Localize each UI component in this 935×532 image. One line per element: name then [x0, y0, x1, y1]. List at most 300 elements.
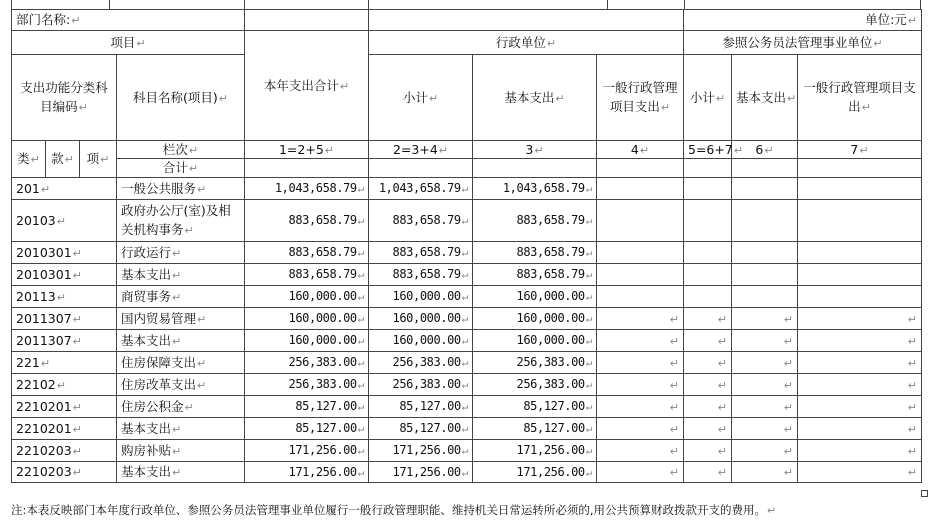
- unit-label: 单位:元↵: [684, 10, 922, 31]
- admin-general-cell: [597, 396, 684, 418]
- paragraph-mark: ↵: [585, 422, 592, 435]
- annual-total-cell-text: 160,000.00: [288, 333, 357, 347]
- admin-subtotal-cell: [369, 330, 473, 352]
- annual-total-cell-text: 883,658.79: [288, 213, 357, 227]
- subject-name-cell-text: 商贸事务: [121, 288, 172, 304]
- ref-general-cell: [798, 330, 922, 352]
- ref-basic-cell: [732, 178, 798, 200]
- paragraph-mark: ↵: [717, 378, 727, 392]
- paragraph-mark: ↵: [72, 312, 82, 326]
- admin-general-cell: [597, 200, 684, 242]
- paragraph-mark: ↵: [907, 334, 917, 348]
- annual-total-cell: [245, 374, 369, 396]
- admin-subtotal-cell: [369, 374, 473, 396]
- paragraph-mark: ↵: [669, 356, 679, 370]
- ref-general-cell: [798, 242, 922, 264]
- subject-name-cell: [117, 286, 245, 308]
- paragraph-mark: ↵: [585, 268, 592, 281]
- strip-line: [368, 0, 369, 9]
- paragraph-mark: ↵: [585, 356, 592, 369]
- ref-basic-cell: [732, 418, 798, 440]
- admin-basic-cell: [473, 418, 597, 440]
- admin-subtotal-cell-text: 171,256.00: [392, 464, 461, 479]
- subject-name-cell-text: 基本支出: [121, 266, 172, 282]
- admin-subtotal-cell: [369, 264, 473, 286]
- admin-subtotal-cell-text: 1,043,658.79: [378, 181, 461, 195]
- title-blank: [369, 10, 684, 31]
- paragraph-mark: ↵: [907, 312, 917, 326]
- admin-basic-cell-text: 256,383.00: [516, 377, 585, 391]
- paragraph-mark: ↵: [72, 268, 82, 282]
- admin-basic-cell: [473, 440, 597, 462]
- table-row: [12, 178, 922, 200]
- func-class-code-header: 支出功能分类科目编码↵: [12, 55, 117, 141]
- subject-name-cell: [117, 308, 245, 330]
- paragraph-mark: ↵: [357, 444, 364, 457]
- admin-general-cell: [597, 242, 684, 264]
- table-row: [12, 330, 922, 352]
- paragraph-mark: ↵: [357, 246, 364, 259]
- ref-general-cell: [798, 396, 922, 418]
- admin-subtotal-header: 小计↵: [369, 55, 473, 141]
- empty-cell: [473, 159, 597, 178]
- strip-line: [244, 0, 245, 9]
- paragraph-mark: ↵: [907, 422, 917, 436]
- paragraph-mark: ↵: [717, 334, 727, 348]
- ref-subtotal-cell: [684, 440, 732, 462]
- subject-name-cell: [117, 374, 245, 396]
- code-cell-text: 2210201: [16, 398, 72, 414]
- paragraph-mark: ↵: [783, 334, 793, 348]
- paragraph-mark: ↵: [357, 356, 364, 369]
- admin-subtotal-cell: [369, 308, 473, 330]
- admin-basic-cell-text: 171,256.00: [516, 464, 585, 479]
- paragraph-mark: ↵: [172, 466, 182, 479]
- lanci-value: 1=2+5↵: [245, 141, 369, 159]
- empty-cell: [245, 159, 369, 178]
- paragraph-mark: ↵: [172, 422, 182, 436]
- table-row: [12, 308, 922, 330]
- annual-total-cell: [245, 352, 369, 374]
- admin-subtotal-cell: [369, 200, 473, 242]
- annual-total-cell: [245, 264, 369, 286]
- annual-total-cell-text: 256,383.00: [288, 355, 357, 369]
- paragraph-mark: ↵: [585, 465, 592, 479]
- admin-general-cell: [597, 286, 684, 308]
- ref-general-cell: [798, 308, 922, 330]
- paragraph-mark: ↵: [357, 268, 364, 281]
- admin-basic-cell: [473, 374, 597, 396]
- strip-line: [607, 0, 608, 9]
- code-cell-text: 221: [16, 354, 40, 370]
- paragraph-mark: ↵: [585, 444, 592, 457]
- ref-basic-cell: [732, 330, 798, 352]
- ref-subtotal-cell: [684, 396, 732, 418]
- code-cell: [12, 178, 117, 200]
- admin-subtotal-cell-text: 256,383.00: [392, 355, 461, 369]
- admin-subtotal-cell-text: 171,256.00: [392, 443, 461, 457]
- paragraph-mark: ↵: [72, 444, 82, 458]
- paragraph-mark: ↵: [783, 422, 793, 436]
- dept-name-label: 部门名称:↵: [12, 10, 245, 31]
- ref-subtotal-cell: [684, 330, 732, 352]
- subject-name-cell-text: 住房公积金: [121, 398, 184, 414]
- paragraph-mark: ↵: [72, 400, 82, 414]
- subject-name-cell-text: 基本支出: [121, 464, 172, 479]
- paragraph-mark: ↵: [669, 312, 679, 326]
- empty-cell: [732, 159, 798, 178]
- paragraph-mark: ↵: [461, 334, 468, 347]
- paragraph-mark: ↵: [357, 422, 364, 435]
- paragraph-mark: ↵: [669, 422, 679, 436]
- paragraph-mark: ↵: [585, 400, 592, 413]
- annual-total-header: 本年支出合计↵: [245, 31, 369, 141]
- admin-subtotal-cell: [369, 418, 473, 440]
- paragraph-mark: ↵: [585, 182, 592, 195]
- paragraph-mark: ↵: [461, 400, 468, 413]
- paragraph-mark: ↵: [907, 444, 917, 458]
- admin-subtotal-cell-text: 160,000.00: [392, 311, 461, 325]
- code-cell: [12, 374, 117, 396]
- admin-subtotal-cell-text: 160,000.00: [392, 289, 461, 303]
- annual-total-cell-text: 171,256.00: [288, 443, 357, 457]
- paragraph-mark: ↵: [72, 246, 82, 260]
- subject-name-cell: [117, 396, 245, 418]
- ref-subtotal-cell: [684, 418, 732, 440]
- empty-cell: [798, 159, 922, 178]
- admin-basic-cell: [473, 330, 597, 352]
- admin-basic-cell-text: 160,000.00: [516, 289, 585, 303]
- admin-basic-header: 基本支出↵: [473, 55, 597, 141]
- subject-name-cell-text: 购房补贴: [121, 442, 172, 458]
- heji-label: 合计↵: [117, 159, 245, 178]
- strip-line: [109, 0, 110, 9]
- code-cell-text: 20103: [16, 212, 56, 228]
- annual-total-cell-text: 1,043,658.79: [274, 181, 357, 195]
- empty-cell: [597, 159, 684, 178]
- paragraph-mark: ↵: [184, 400, 194, 414]
- subject-name-cell: [117, 440, 245, 462]
- table-row: [12, 200, 922, 242]
- paragraph-mark: ↵: [172, 334, 182, 348]
- ref-general-cell: [798, 264, 922, 286]
- subject-name-cell-text: 行政运行: [121, 244, 172, 260]
- paragraph-mark: ↵: [783, 466, 793, 479]
- code-cell-text: 201: [16, 180, 40, 196]
- admin-basic-cell-text: 883,658.79: [516, 267, 585, 281]
- group-header-row: [12, 31, 922, 55]
- paragraph-mark: ↵: [783, 378, 793, 392]
- paragraph-mark: ↵: [585, 246, 592, 259]
- annual-total-cell: [245, 308, 369, 330]
- admin-basic-cell: [473, 462, 597, 483]
- admin-basic-cell: [473, 200, 597, 242]
- strip-line: [684, 0, 685, 9]
- admin-basic-cell: [473, 242, 597, 264]
- paragraph-mark: ↵: [907, 356, 917, 370]
- ref-basic-cell: [732, 286, 798, 308]
- ref-basic-cell: [732, 242, 798, 264]
- annual-total-cell: [245, 396, 369, 418]
- admin-subtotal-cell: [369, 462, 473, 483]
- admin-general-cell: [597, 418, 684, 440]
- annual-total-cell: [245, 242, 369, 264]
- code-cell-text: 2010301: [16, 266, 72, 282]
- admin-basic-cell: [473, 286, 597, 308]
- subject-name-cell: [117, 462, 245, 483]
- subject-name-cell: [117, 178, 245, 200]
- data-rows: [12, 178, 922, 483]
- admin-general-cell: [597, 264, 684, 286]
- admin-subtotal-cell-text: 85,127.00: [399, 421, 461, 435]
- project-header: 项目↵: [12, 31, 245, 55]
- ref-basic-cell: [732, 396, 798, 418]
- code-cell: [12, 308, 117, 330]
- paragraph-mark: ↵: [461, 182, 468, 195]
- ref-subtotal-cell: [684, 200, 732, 242]
- admin-general-cell: [597, 440, 684, 462]
- annual-total-cell-text: 171,256.00: [288, 464, 357, 479]
- paragraph-mark: ↵: [461, 246, 468, 259]
- lanci-value: 4↵: [597, 141, 684, 159]
- paragraph-mark: ↵: [184, 224, 194, 237]
- paragraph-mark: ↵: [197, 182, 207, 196]
- code-cell-text: 2210203: [16, 442, 72, 458]
- ref-subtotal-header: 小计↵: [684, 55, 732, 141]
- lanci-value: 5=6+7↵: [684, 141, 732, 159]
- strip-line: [11, 0, 12, 9]
- ref-subtotal-cell: [684, 308, 732, 330]
- ref-general-cell: [798, 178, 922, 200]
- code-cell: [12, 242, 117, 264]
- admin-subtotal-cell-text: 160,000.00: [392, 333, 461, 347]
- paragraph-mark: ↵: [783, 356, 793, 370]
- paragraph-mark: ↵: [461, 378, 468, 391]
- paragraph-mark: ↵: [717, 400, 727, 414]
- code-cell-text: 2210203: [16, 464, 72, 479]
- lanci-value: 3↵: [473, 141, 597, 159]
- annual-total-cell: [245, 200, 369, 242]
- admin-basic-cell-text: 160,000.00: [516, 311, 585, 325]
- subject-name-cell: [117, 330, 245, 352]
- ref-basic-cell: [732, 200, 798, 242]
- subject-name-cell-text: 一般公共服务: [121, 180, 197, 196]
- admin-subtotal-cell-text: 883,658.79: [392, 213, 461, 227]
- annual-total-cell: [245, 330, 369, 352]
- paragraph-mark: ↵: [461, 465, 468, 479]
- empty-cell: [369, 159, 473, 178]
- code-cell-text: 2011307: [16, 310, 72, 326]
- subject-name-cell: [117, 200, 245, 242]
- admin-basic-cell: [473, 396, 597, 418]
- table-row: [12, 242, 922, 264]
- paragraph-mark: ↵: [717, 422, 727, 436]
- table-end-marker: [921, 490, 928, 497]
- admin-subtotal-cell-text: 883,658.79: [392, 245, 461, 259]
- paragraph-mark: ↵: [40, 182, 51, 196]
- annual-total-cell-text: 883,658.79: [288, 245, 357, 259]
- paragraph-mark: ↵: [585, 290, 592, 303]
- admin-basic-cell-text: 171,256.00: [516, 443, 585, 457]
- admin-subtotal-cell: [369, 242, 473, 264]
- lanci-row: [12, 141, 922, 159]
- paragraph-mark: ↵: [783, 444, 793, 458]
- code-cell: [12, 330, 117, 352]
- paragraph-mark: ↵: [669, 400, 679, 414]
- paragraph-mark: ↵: [669, 334, 679, 348]
- annual-total-cell: [245, 462, 369, 483]
- table-row: [12, 418, 922, 440]
- ref-general-header: 一般行政管理项目支出↵: [798, 55, 922, 141]
- annual-total-cell: [245, 440, 369, 462]
- paragraph-mark: ↵: [172, 246, 182, 260]
- paragraph-mark: ↵: [56, 214, 66, 228]
- ref-subtotal-cell: [684, 264, 732, 286]
- lanci-value: 7↵: [798, 141, 922, 159]
- subject-name-cell-text: 基本支出: [121, 332, 172, 348]
- paragraph-mark: ↵: [461, 444, 468, 457]
- ref-subtotal-cell: [684, 352, 732, 374]
- code-cell: [12, 440, 117, 462]
- ref-general-cell: [798, 200, 922, 242]
- ref-general-cell: [798, 462, 922, 483]
- table-row: [12, 264, 922, 286]
- ref-subtotal-cell: [684, 374, 732, 396]
- subject-name-cell: [117, 242, 245, 264]
- paragraph-mark: ↵: [72, 334, 82, 348]
- heji-row: [12, 159, 922, 178]
- lei-header: 类↵: [12, 141, 46, 178]
- paragraph-mark: ↵: [907, 378, 917, 392]
- ref-general-cell: [798, 374, 922, 396]
- admin-subtotal-cell: [369, 440, 473, 462]
- admin-basic-cell: [473, 308, 597, 330]
- paragraph-mark: ↵: [197, 378, 207, 392]
- paragraph-mark: ↵: [357, 400, 364, 413]
- ref-general-cell: [798, 418, 922, 440]
- annual-total-cell-text: 160,000.00: [288, 311, 357, 325]
- annual-total-cell: [245, 286, 369, 308]
- ref-basic-cell: [732, 440, 798, 462]
- paragraph-mark: ↵: [357, 182, 364, 195]
- code-cell: [12, 264, 117, 286]
- footnote: 注:本表反映部门本年度行政单位、参照公务员法管理事业单位履行一般行政管理职能、维持机关日常运转所必须的,用公共预算财政拨款开支的费用。↵: [11, 503, 777, 517]
- code-cell: [12, 286, 117, 308]
- paragraph-mark: ↵: [783, 400, 793, 414]
- expenditure-table: [11, 9, 922, 483]
- top-strip: [11, 0, 921, 9]
- ref-basic-cell: [732, 352, 798, 374]
- annual-total-cell-text: 883,658.79: [288, 267, 357, 281]
- paragraph-mark: ↵: [172, 290, 182, 304]
- code-cell: [12, 352, 117, 374]
- table-row: [12, 352, 922, 374]
- annual-total-cell: [245, 178, 369, 200]
- ref-unit-header: 参照公务员法管理事业单位↵: [684, 31, 922, 55]
- admin-general-cell: [597, 178, 684, 200]
- code-cell-text: 2011307: [16, 332, 72, 348]
- empty-cell: [684, 159, 732, 178]
- paragraph-mark: ↵: [669, 444, 679, 458]
- paragraph-mark: ↵: [197, 356, 207, 370]
- code-cell-text: 2010301: [16, 244, 72, 260]
- table-row: [12, 396, 922, 418]
- ref-basic-cell: [732, 462, 798, 483]
- admin-general-header: 一般行政管理项目支出↵: [597, 55, 684, 141]
- paragraph-mark: ↵: [172, 268, 182, 282]
- subject-name-cell-text: 国内贸易管理: [121, 310, 197, 326]
- subject-name-cell: [117, 418, 245, 440]
- admin-unit-header: 行政单位↵: [369, 31, 684, 55]
- paragraph-mark: ↵: [461, 312, 468, 325]
- admin-basic-cell: [473, 264, 597, 286]
- paragraph-mark: ↵: [669, 466, 679, 479]
- paragraph-mark: ↵: [907, 466, 917, 479]
- admin-basic-cell-text: 883,658.79: [516, 245, 585, 259]
- admin-subtotal-cell: [369, 286, 473, 308]
- ref-subtotal-cell: [684, 242, 732, 264]
- annual-total-cell-text: 160,000.00: [288, 289, 357, 303]
- paragraph-mark: ↵: [717, 466, 727, 479]
- ref-subtotal-cell: [684, 286, 732, 308]
- admin-general-cell: [597, 330, 684, 352]
- code-cell: [12, 462, 117, 483]
- admin-basic-cell-text: 1,043,658.79: [502, 181, 585, 195]
- admin-subtotal-cell-text: 256,383.00: [392, 377, 461, 391]
- lanci-value: 2=3+4↵: [369, 141, 473, 159]
- paragraph-mark: ↵: [461, 422, 468, 435]
- lanci-value: 6↵: [732, 141, 798, 159]
- paragraph-mark: ↵: [172, 444, 182, 458]
- title-blank: [245, 10, 369, 31]
- table-row: [12, 374, 922, 396]
- paragraph-mark: ↵: [56, 378, 66, 392]
- paragraph-mark: ↵: [461, 356, 468, 369]
- code-cell-text: 20113: [16, 288, 56, 304]
- paragraph-mark: ↵: [585, 334, 592, 347]
- admin-subtotal-cell: [369, 396, 473, 418]
- code-cell: [12, 396, 117, 418]
- admin-basic-cell-text: 256,383.00: [516, 355, 585, 369]
- paragraph-mark: ↵: [717, 444, 727, 458]
- ref-basic-cell: [732, 264, 798, 286]
- admin-basic-cell-text: 85,127.00: [523, 399, 585, 413]
- paragraph-mark: ↵: [357, 290, 364, 303]
- admin-subtotal-cell: [369, 352, 473, 374]
- subject-name-header: 科目名称(项目)↵: [117, 55, 245, 141]
- subject-name-cell-text: 住房改革支出: [121, 376, 197, 392]
- ref-subtotal-cell: [684, 178, 732, 200]
- admin-subtotal-cell: [369, 178, 473, 200]
- title-row: [12, 10, 922, 31]
- paragraph-mark: ↵: [72, 466, 82, 479]
- admin-basic-cell-text: 883,658.79: [516, 213, 585, 227]
- paragraph-mark: ↵: [461, 290, 468, 303]
- paragraph-mark: ↵: [783, 312, 793, 326]
- admin-basic-cell-text: 85,127.00: [523, 421, 585, 435]
- paragraph-mark: ↵: [72, 422, 82, 436]
- ref-general-cell: [798, 440, 922, 462]
- admin-subtotal-cell-text: 85,127.00: [399, 399, 461, 413]
- code-cell-text: 22102: [16, 376, 56, 392]
- paragraph-mark: ↵: [357, 378, 364, 391]
- paragraph-mark: ↵: [461, 214, 468, 227]
- admin-basic-cell-text: 160,000.00: [516, 333, 585, 347]
- table-row: [12, 286, 922, 308]
- ref-general-cell: [798, 286, 922, 308]
- subject-name-cell-text: 政府办公厅(室)及相关机构事务: [121, 203, 231, 237]
- code-cell: [12, 418, 117, 440]
